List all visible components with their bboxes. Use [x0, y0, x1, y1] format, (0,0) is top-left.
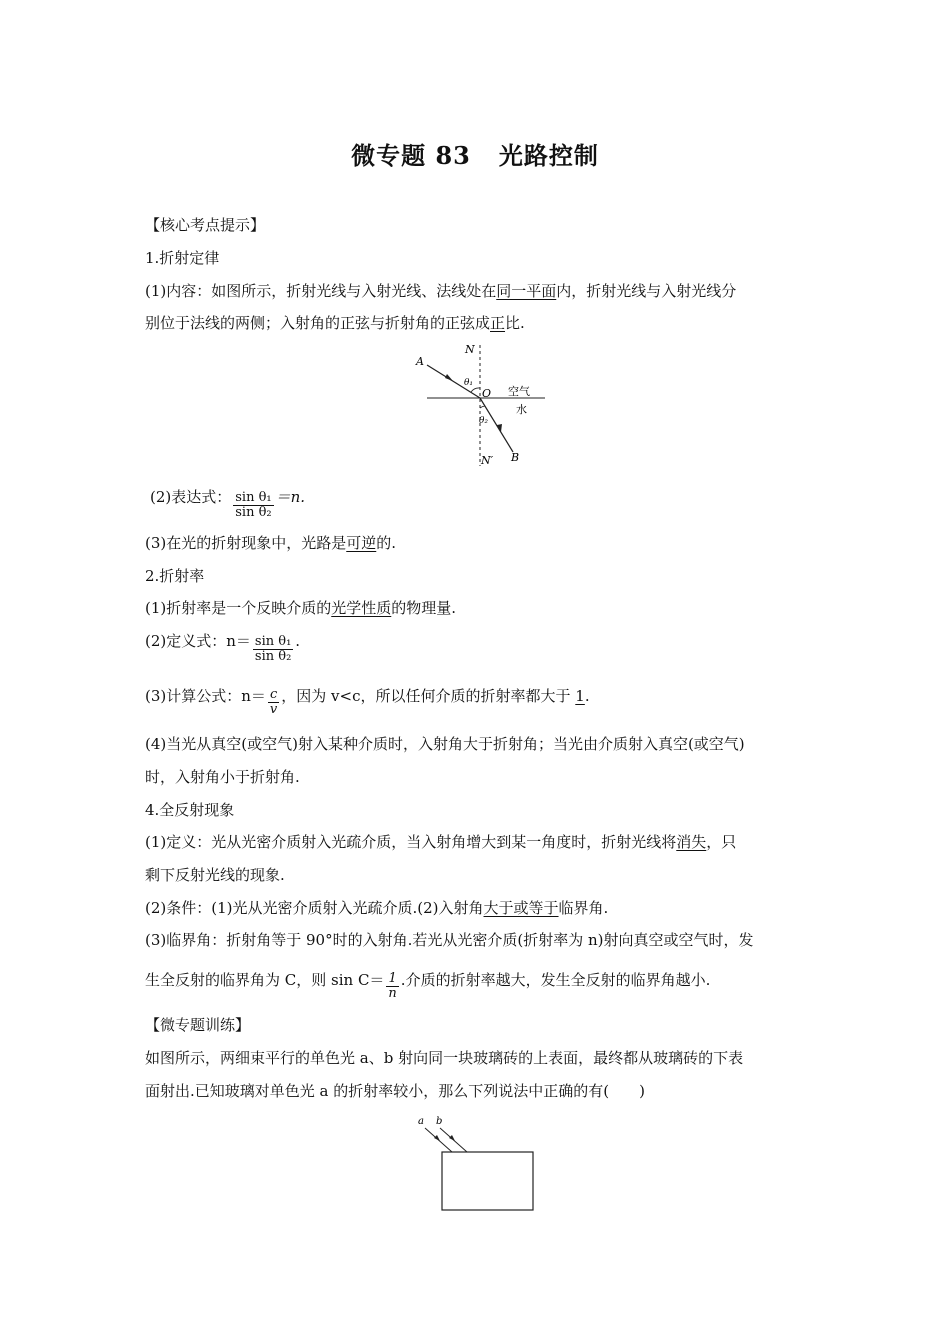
s4-p2: (2)条件：(1)光从光密介质射入光疏介质.(2)入射角大于或等于临界角.	[145, 899, 609, 917]
s2-p4-line1: (4)当光从真空(或空气)射入某种介质时，入射角大于折射角；当光由介质射入真空(或空气)	[145, 735, 745, 753]
title-main: 微专题 83	[351, 141, 471, 170]
label-water: 水	[516, 403, 527, 416]
label-O: O	[482, 387, 492, 400]
s2-p3: (3)计算公式：n＝ $\frac{c}{v}$ ，因为 v<c，所以任何介质的折射率都大于 1.	[145, 687, 590, 717]
s4-p3-line2: 生全反射的临界角为 C，则 sin C＝ $\frac{1}{n}$ .介质的折射率越大，发生全反射的临界角越小.	[145, 971, 711, 1001]
s1-p1-line1: (1)内容：如图所示，折射光线与入射光线、法线处在同一平面内，折射光线与入射光线分	[145, 282, 737, 300]
section-train-heading: 【微专题训练】	[145, 1016, 251, 1034]
label-b: b	[436, 1116, 443, 1127]
label-theta1: θ₁	[464, 378, 474, 388]
label-N-prime: N′	[481, 454, 494, 467]
s1-p2: (2)表达式： $\frac{\text{sin θ₁}}{\text{sin θ₂}}$ ＝n.	[150, 488, 306, 520]
s2-heading: 2.折射率	[145, 567, 205, 585]
label-a: a	[418, 1116, 424, 1127]
s4-p1-line1: (1)定义：光从光密介质射入光疏介质，当入射角增大到某一角度时，折射光线将消失，只	[145, 833, 737, 851]
s4-p1-line2: 剩下反射光线的现象.	[145, 866, 285, 884]
label-theta2: θ₂	[479, 416, 489, 426]
s4-p3-line1: (3)临界角：折射角等于 90°时的入射角.若光从光密介质(折射率为 n)射向真空或空气时，发	[145, 931, 754, 949]
s1-p1-line2: 别位于法线的两侧；入射角的正弦与折射角的正弦成正比.	[145, 314, 525, 332]
s1-heading: 1.折射定律	[145, 249, 220, 267]
refraction-diagram	[405, 340, 550, 470]
label-A: A	[416, 355, 424, 368]
label-N: N	[465, 343, 475, 356]
q1-line2: 面射出.已知玻璃对单色光 a 的折射率较小，那么下列说法中正确的有( )	[145, 1082, 645, 1100]
label-B: B	[511, 451, 520, 464]
q1-line1: 如图所示，两细束平行的单色光 a、b 射向同一块玻璃砖的上表面，最终都从玻璃砖的下表	[145, 1049, 744, 1067]
s2-p4-line2: 时，入射角小于折射角.	[145, 768, 300, 786]
page-title	[0, 136, 950, 171]
s1-p3: (3)在光的折射现象中，光路是可逆的.	[145, 534, 397, 552]
s4-heading: 4.全反射现象	[145, 801, 235, 819]
title-sub: 光路控制	[498, 141, 599, 170]
glass-brick-diagram	[410, 1110, 540, 1216]
s2-p1: (1)折射率是一个反映介质的光学性质的物理量.	[145, 599, 457, 617]
section-core-heading: 【核心考点提示】	[145, 216, 266, 234]
label-air: 空气	[508, 385, 530, 398]
s2-p2: (2)定义式：n＝ $\frac{\text{sin θ₁}}{\text{sin θ₂}}$ .	[145, 632, 301, 664]
